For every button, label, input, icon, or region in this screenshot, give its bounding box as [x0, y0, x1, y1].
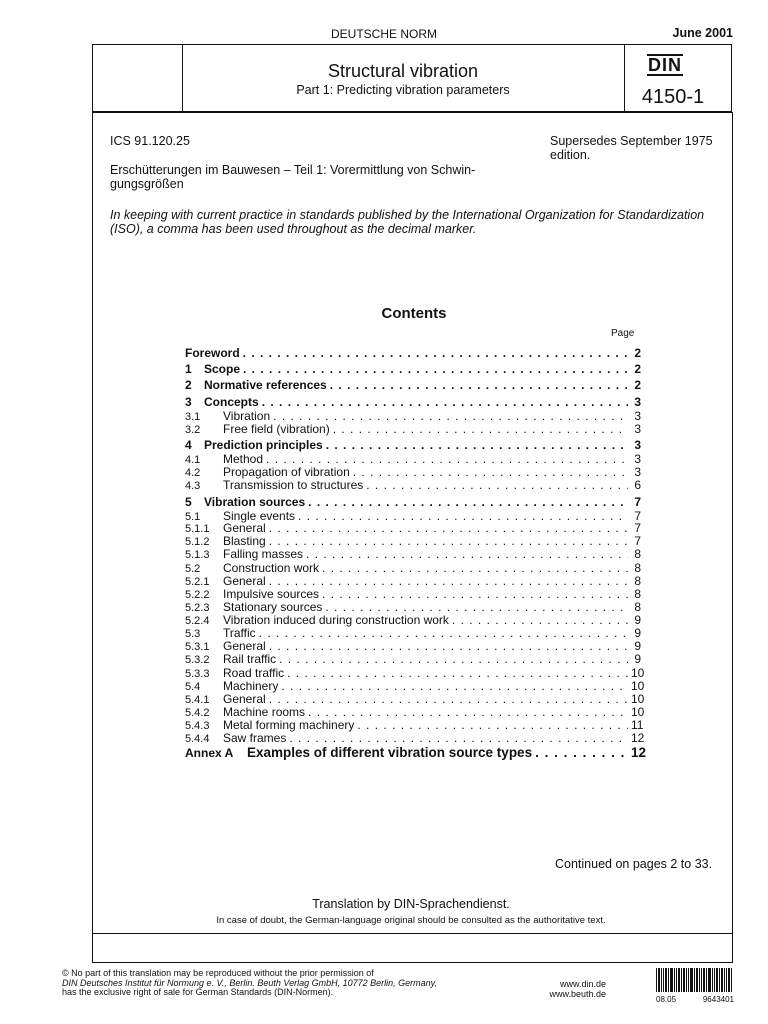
toc-entry-number: 4.1 [185, 454, 201, 466]
toc-entry-label: General [223, 521, 266, 535]
copyright-notice [62, 969, 542, 998]
barcode-icon [656, 968, 732, 992]
toc-entry[interactable] [185, 652, 641, 667]
bottom-box [92, 933, 733, 963]
toc-entry-page: 9 [634, 613, 641, 627]
toc-entry-page: 9 [634, 652, 641, 666]
toc-entry-number: 5.2 [185, 563, 201, 575]
document-subtitle: Part 1: Predicting vibration parameters [296, 83, 510, 97]
toc-entry-number: 5.4 [185, 681, 201, 693]
toc-dot-leader [269, 574, 628, 588]
toc-dot-leader [357, 718, 628, 732]
toc-entry-page: 8 [634, 600, 641, 614]
toc-entry-number: 5.4.2 [185, 707, 210, 719]
toc-entry-label: Machine rooms [223, 705, 306, 719]
toc-entry-page: 3 [634, 395, 641, 409]
toc-entry-label: Falling masses [223, 547, 304, 561]
toc-entry-label: Rail traffic [223, 652, 277, 666]
toc-entry-number: 3.1 [185, 411, 201, 423]
toc-entry-number: 3 [185, 395, 192, 409]
toc-entry-label: Single events [223, 509, 296, 523]
toc-entry-number: 5.3.2 [185, 654, 210, 666]
german-title: Erschütterungen im Bauwesen – Teil 1: Vorermittlung von Schwin-gungsgrößen [110, 163, 476, 191]
toc-entry-number: 2 [185, 378, 192, 392]
toc-entry-label: Propagation of vibration [223, 465, 350, 479]
toc-entry-label: Machinery [223, 679, 279, 693]
toc-entry-page: 3 [634, 452, 641, 466]
toc-entry-label: Normative references [204, 378, 327, 392]
toc-entry-label: Free field (vibration) [223, 422, 330, 436]
toc-entry-label: Saw frames [223, 731, 287, 745]
toc-entry[interactable] [185, 495, 641, 509]
toc-entry-page: 8 [634, 574, 641, 588]
toc-entry-number: 5.3.1 [185, 641, 210, 653]
toc-entry-number: 5.2.3 [185, 602, 210, 614]
toc-entry-page: 2 [634, 346, 641, 360]
toc-entry-number: 5.1.2 [185, 536, 210, 548]
toc-entry-label: Transmission to structures [223, 478, 364, 492]
toc-entry-page: 12 [631, 731, 645, 745]
toc-entry-number: 4.2 [185, 467, 201, 479]
toc-entry-number: 5 [185, 495, 192, 509]
toc-entry-number: 5.2.4 [185, 615, 210, 627]
page-column-label: Page [611, 328, 635, 339]
toc-entry[interactable] [185, 346, 641, 360]
barcode-date: 08.05 [656, 995, 677, 1004]
toc-dot-leader [266, 452, 628, 466]
toc-dot-leader [269, 639, 628, 653]
toc-entry-number: 5.3.3 [185, 668, 210, 680]
header-rule [92, 112, 733, 113]
toc-entry-number: 1 [185, 362, 192, 376]
document-title: Structural vibration [327, 61, 479, 81]
toc-dot-leader [269, 692, 628, 706]
toc-entry-label: Impulsive sources [223, 587, 320, 601]
toc-entry-number: 5.1.1 [185, 523, 210, 535]
toc-entry-page: 8 [634, 561, 641, 575]
contents-heading: Contents [381, 305, 447, 322]
toc-dot-leader [259, 626, 628, 640]
toc-entry-label: Metal forming machinery [223, 718, 355, 732]
toc-dot-leader [243, 346, 628, 360]
toc-dot-leader [308, 495, 628, 509]
toc-entry-label: General [223, 692, 266, 706]
toc-entry-number: 4.3 [185, 480, 201, 492]
toc-entry[interactable] [185, 745, 647, 760]
toc-dot-leader [273, 409, 628, 423]
barcode-numbers [656, 995, 734, 1004]
toc-entry-page: 10 [631, 666, 645, 680]
toc-entry-page: 7 [634, 534, 641, 548]
toc-entry-label: Concepts [204, 395, 259, 409]
toc-entry-number: 5.4.1 [185, 694, 210, 706]
toc-entry-page: 10 [631, 705, 645, 719]
toc-entry-page: 2 [634, 362, 641, 376]
toc-dot-leader [366, 478, 628, 492]
toc-entry-label: General [223, 639, 266, 653]
toc-entry-label: Examples of different vibration source types [247, 745, 533, 760]
norm-label: DEUTSCHE NORM [330, 27, 437, 41]
toc-entry-page: 7 [634, 521, 641, 535]
toc-entry-number: 5.2.1 [185, 576, 210, 588]
toc-entry-number: 5.4.3 [185, 720, 210, 732]
toc-entry-number: 5.3 [185, 628, 201, 640]
toc-entry-label: Road traffic [223, 666, 285, 680]
toc-entry-page: 7 [634, 509, 641, 523]
toc-entry[interactable] [185, 378, 641, 392]
right-frame-line [732, 112, 733, 962]
toc-entry[interactable] [185, 731, 645, 746]
toc-entry-page: 11 [631, 718, 644, 732]
toc-dot-leader [326, 438, 628, 452]
toc-dot-leader [333, 422, 628, 436]
toc-dot-leader [269, 534, 628, 548]
left-frame-line [92, 112, 93, 962]
toc-entry-label: Stationary sources [223, 600, 323, 614]
toc-entry-page: 3 [634, 409, 641, 423]
toc-entry-page: 9 [634, 639, 641, 653]
toc-entry-label: Vibration sources [204, 495, 306, 509]
toc-dot-leader [330, 378, 628, 392]
toc-entry-number: 3.2 [185, 424, 201, 436]
toc-entry-label: Construction work [223, 561, 320, 575]
toc-entry-label: Blasting [223, 534, 266, 548]
toc-entry-page: 10 [631, 692, 645, 706]
toc-dot-leader [279, 652, 628, 666]
toc-dot-leader [353, 465, 628, 479]
copyright-line: has the exclusive right of sale for German Standards (DIN-Normen). [62, 987, 334, 997]
toc-entry-page: 10 [631, 679, 645, 693]
copyright-line: DIN Deutsches Institut für Normung e. V., Berlin. Beuth Verlag GmbH, 10772 Berlin, Germany, [62, 977, 437, 988]
toc-dot-leader [325, 600, 628, 614]
toc-entry-label: Vibration [223, 409, 271, 423]
toc-entry-label: Vibration induced during construction work [223, 613, 449, 627]
publication-date: June 2001 [672, 26, 733, 40]
toc-entry-page: 9 [634, 626, 641, 640]
toc-entry-page: 3 [634, 422, 641, 436]
toc-entry[interactable] [185, 438, 641, 452]
toc-entry-page: 12 [631, 745, 647, 760]
toc-dot-leader [262, 395, 628, 409]
toc-dot-leader [289, 731, 628, 745]
decimal-marker-note: In keeping with current practice in standards published by the International Organization for Standardization (ISO), a comma has been used throughout as the decimal marker. [110, 208, 705, 236]
toc-entry-label: General [223, 574, 266, 588]
barcode-id: 9643401 [702, 995, 734, 1004]
toc-dot-leader [243, 362, 628, 376]
publisher-urls [543, 980, 606, 999]
toc-entry-label: Scope [204, 362, 241, 376]
standard-number: 4150-1 [641, 86, 705, 108]
toc-dot-leader [322, 561, 628, 575]
toc-entry-label: Prediction principles [204, 438, 323, 452]
toc-entry-page: 8 [634, 587, 641, 601]
toc-entry-number: Annex A [185, 746, 234, 760]
toc-entry-page: 8 [634, 547, 641, 561]
toc-entry-page: 3 [634, 465, 641, 479]
ics-code: ICS 91.120.25 [110, 134, 190, 148]
toc-entry-page: 3 [634, 438, 641, 452]
toc-entry-number: 4 [185, 438, 192, 452]
continued-note: Continued on pages 2 to 33. [555, 857, 713, 871]
copyright-line: © No part of this translation may be reproduced without the prior permission of [62, 968, 374, 978]
toc-dot-leader [306, 547, 628, 561]
toc-entry-page: 7 [634, 495, 641, 509]
toc-entry[interactable] [185, 478, 641, 493]
toc-entry-page: 2 [634, 378, 641, 392]
title-block-divider [624, 44, 625, 112]
toc-entry-number: 5.2.2 [185, 589, 210, 601]
toc-entry-number: 5.1.3 [185, 549, 210, 561]
din-url-link[interactable]: www.din.de [559, 979, 606, 989]
toc-entry[interactable] [185, 362, 641, 376]
toc-entry[interactable] [185, 395, 641, 409]
supersedes-note: Supersedes September 1975 edition. [550, 134, 713, 162]
toc-entry-number: 5.1 [185, 511, 201, 523]
toc-entry-number: 5.4.4 [185, 733, 210, 745]
toc-entry[interactable] [185, 547, 641, 562]
din-logo: DIN [648, 55, 682, 75]
toc-entry-label: Traffic [223, 626, 256, 640]
toc-dot-leader [535, 746, 628, 760]
toc-entry-label: Method [223, 452, 264, 466]
toc-dot-leader [308, 705, 628, 719]
toc-dot-leader [287, 666, 628, 680]
toc-dot-leader [322, 587, 628, 601]
toc-dot-leader [281, 679, 628, 693]
translation-note: Translation by DIN-Sprachendienst. [312, 897, 510, 911]
toc-entry-label: Foreword [185, 346, 240, 360]
toc-entry[interactable] [185, 422, 641, 437]
toc-dot-leader [269, 521, 628, 535]
doubt-note: In case of doubt, the German-language original should be consulted as the authoritative text. [216, 915, 606, 926]
toc-entry-page: 6 [634, 478, 641, 492]
beuth-url-link[interactable]: www.beuth.de [549, 988, 606, 999]
toc-dot-leader [452, 613, 628, 627]
